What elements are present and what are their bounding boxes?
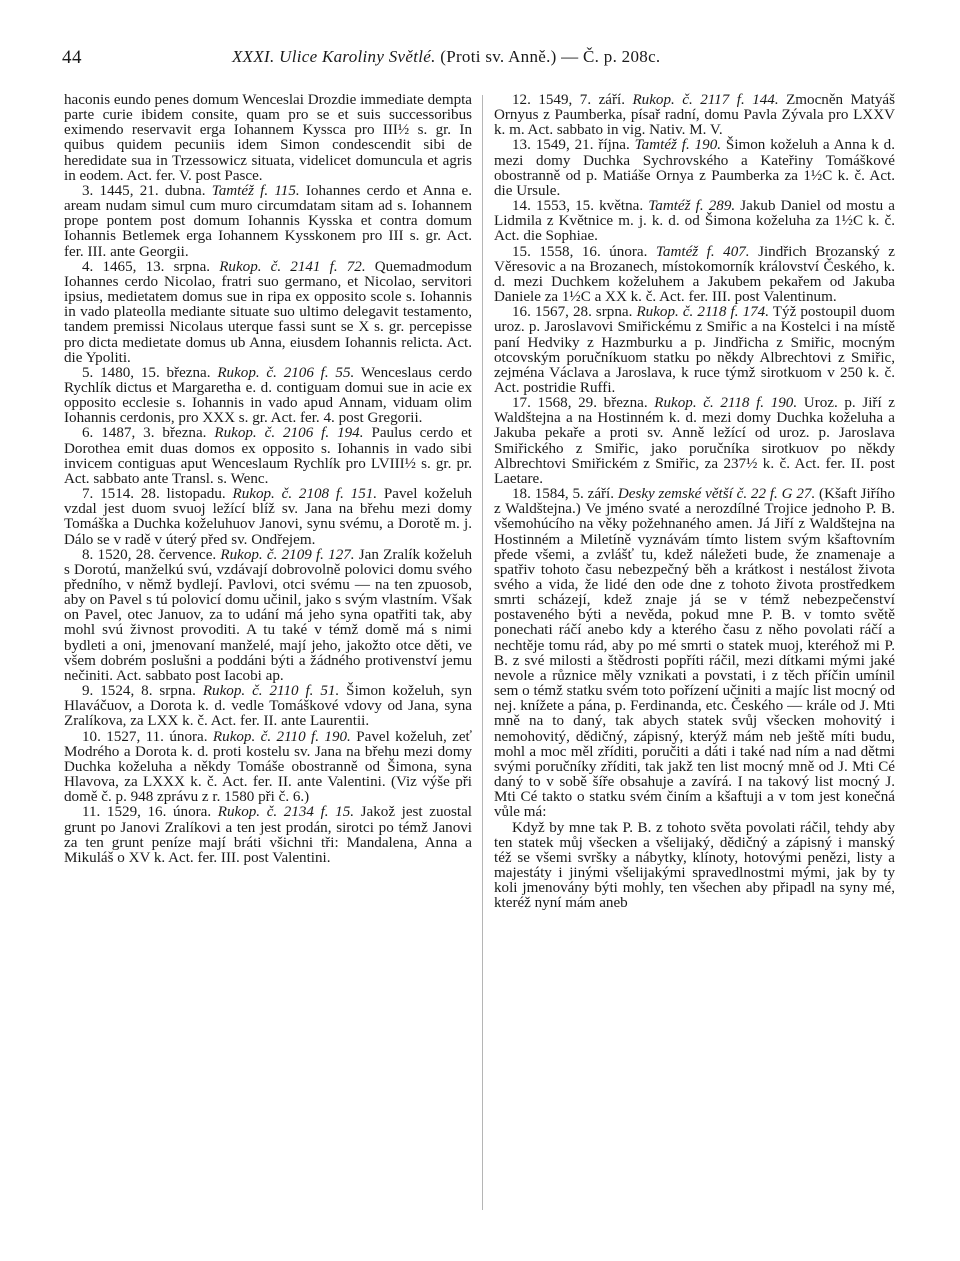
entry-text: Pavel koželuh, zeť Modrého a Dorota k. d. proti kostelu sv. Jana na břehu mezi domy Duchka koželuha a někdy Tomáše obostranně od Šimona, syna Hlavova, za LXXX k. č. Act. fer. II. ante Valentini. (Viz výše při domě č. p. 948 zprávu z r. 1580 při č. 6.)	[64, 728, 472, 806]
entry-source: Rukop. č. 2108 f. 151.	[232, 486, 378, 503]
entry-source: Tamtéž f. 289.	[648, 198, 736, 215]
entry-lead: 17. 1568, 29. března.	[512, 395, 655, 412]
left-column	[64, 93, 472, 866]
entry-paragraph	[64, 426, 472, 487]
entry-paragraph	[494, 245, 895, 306]
entry-source: Rukop. č. 2118 f. 190.	[654, 395, 798, 412]
entry-lead: 5. 1480, 15. března.	[82, 364, 218, 381]
entry-paragraph	[494, 487, 895, 820]
entry-source: Tamtéž f. 407.	[655, 243, 750, 260]
entry-lead: 4. 1465, 13. srpna.	[82, 258, 220, 275]
entry-text: Šimon koželuh a Anna k d. mezi domy Duchka Sychrovského a Kateřiny Tomáškové obostranně od p. Matiáše Ornya z Paumberka za 1½C k. č. Act. die Ursule.	[494, 137, 895, 199]
entry-paragraph	[64, 487, 472, 548]
entry-text: Zmocněn Matyáš Ornyus z Paumberka, písař radní, domu Pavla Zývala pro LXXV k. m. Act. sabbato in vig. Nativ. M. V.	[494, 92, 895, 139]
entry-text: Quemadmodum Iohannes cerdo Nicolao, fratri suo germano, et Nicolao, servitori ipsius, medietatem domus sue in ripa ex opposito scole s. Iohannis in vado plateolla mediante situate suo ultimo delegavit testamento, tandem premissi Nicolaus uterque fassi sunt se X s. gr. percepisse pro dicta medietate domus ub Anna, eiusdem Iohannis relicta. Act. die Ypoliti.	[64, 258, 473, 366]
entry-source: Tamtéž f. 190.	[634, 137, 722, 154]
entry-lead: 8. 1520, 28. července.	[82, 546, 221, 563]
entry-paragraph	[494, 396, 895, 487]
entry-lead: 18. 1584, 5. září.	[512, 486, 618, 503]
entry-lead: 11. 1529, 16. února.	[82, 804, 218, 821]
entry-paragraph	[64, 184, 472, 260]
entry-source: Rukop. č. 2106 f. 194.	[214, 425, 364, 442]
entry-lead: 6. 1487, 3. března.	[82, 425, 215, 442]
entry-text: Paulus cerdo et Dorothea emit duas domos ex opposito s. Iohannis in vado sibi invicem contiguas aput Wenceslaum Rychlík pro LVIII½ s. gr. pr. Act. sabbato ante Transl. s. Wenc.	[64, 425, 472, 487]
entry-source: Rukop. č. 2141 f. 72.	[219, 258, 366, 275]
running-head	[232, 47, 660, 67]
right-column	[494, 93, 895, 911]
entry-paragraph	[494, 305, 895, 396]
entry-lead: 10. 1527, 11. února.	[82, 728, 213, 745]
entry-paragraph	[64, 730, 472, 806]
entry-source: Tamtéž f. 115.	[211, 182, 300, 199]
entry-paragraph	[64, 805, 472, 866]
entry-text: Iohannes cerdo et Anna e. aream nudam simul cum muro circumdatam sitam ad s. Iohannem prope pontem post domum Iohannis Kysska et contra domum Iohannis Betlemek erga Iohannem Kysskonem pro III s. gr. Act. fer. III. ante Georgii.	[64, 182, 473, 260]
entry-paragraph	[64, 93, 472, 184]
entry-source: Desky zemské větší č. 22 f. G 27.	[617, 486, 816, 503]
entry-text: Wenceslaus cerdo Rychlík dictus et Margaretha e. d. contiguam domui sue in acie ex opposito ecclesie s. Iohannis in vado apud Annam, viduam olim Iohannis cerdonis, pro XXX s. gr. Act. fer. 4. post Gregorii.	[64, 364, 473, 427]
entry-paragraph	[494, 138, 895, 199]
entry-paragraph	[494, 821, 895, 912]
entry-paragraph	[64, 260, 472, 366]
entry-source: Rukop. č. 2109 f. 127.	[220, 546, 355, 563]
entry-text: (Kšaft Jiřího z Waldštejna.) Ve jméno svaté a nerozdílné Trojice jednoho P. B. všemohúcího na věky požehnaného amen. Já Jiří z Waldštejna na Hostinném a Miletíně vyznávám tímto listem svým kšaftovním přede všemi, a zvlášť tu, kdež náležeti bude, že znamenaje a spatřiv tohoto času nebezpečný běh a krátkost i nestálost života svého a vida, že lidé den ode dne z tohoto života prostředkem smrti scházejí, kdež znaje já se v témž nebezpečenství postaveného býti a nevěda, pokud mne P. B. v tomto světě ponechati ráčí anebo kdy a kterého času z něho povolati ráčí a nechtěje tomu rád, aby po mé smrti o statek muoj, kteréhož mi P. B. z své milosti a štědrosti popříti ráčil, mezi dítkami mými jaké nevole a různice měly vznikati a povstati, i z těch příčin umínil sem o témž statku svém toto pořízení učiniti a majíc list mocný od nej. knížete a pána, p. Ferdinanda, etc. Českého — krále od J. Mti mně na to daný, tak abych statek svůj všecken mohovitý i nemohovitý, dědičný, zápisný, kterýž mám neb ještě míti budu, mohl a moc měl zříditi, poručiti a dáti i také nad ním a nad dětmi svými poručníky zříditi, tak jakž ten list mocný mně od J. Mti Cé daný to v sobě šíře obsahuje a zavírá. I na takový list mocný J. Mti Cé takto o statku svém činím a kšaftuji a v tom jest konečná vůle má:	[494, 486, 895, 821]
running-head-rest: (Proti sv. Anně.) — Č. p. 208c.	[440, 47, 661, 66]
entry-paragraph	[64, 366, 472, 427]
entry-source: Rukop. č. 2117 f. 144.	[632, 92, 779, 108]
entry-text: Jindřich Brozanský z Věresovic a na Brozanech, místokomorník království Českého, k. d. mezi Duchkem koželuhem a Jakubem pekařem od Jakuba Daniele za 1½C a XX k. č. Act. fer. III. post Valentinum.	[494, 243, 895, 306]
entry-source: Rukop. č. 2106 f. 55.	[217, 364, 355, 381]
entry-text: Jakož jest zuostal grunt po Janovi Zralíkovi a ten jest prodán, sirotci po témž Janovi za ten grunt peníze mají bráti všichni tři: Mandalena, Anna a Mikuláš o XV k. Act. fer. III. post Valentini.	[64, 804, 472, 866]
entry-source: Rukop. č. 2134 f. 15.	[217, 804, 355, 821]
entry-lead: 14. 1553, 15. května.	[512, 198, 649, 215]
entry-lead: 9. 1524, 8. srpna.	[82, 683, 203, 700]
entry-lead: 13. 1549, 21. října.	[512, 137, 635, 154]
entry-lead: 12. 1549, 7. září.	[512, 92, 633, 108]
entry-source: Rukop. č. 2118 f. 174.	[636, 304, 769, 321]
entry-lead: 3. 1445, 21. dubna.	[82, 182, 212, 199]
entry-lead: 7. 1514. 28. listopadu.	[82, 486, 233, 503]
page-number: 44	[62, 47, 82, 68]
entry-paragraph	[494, 199, 895, 244]
entry-source: Rukop. č. 2110 f. 190.	[212, 728, 351, 745]
running-head-title: XXXI. Ulice Karoliny Světlé.	[232, 47, 436, 66]
entry-paragraph	[64, 684, 472, 729]
column-divider	[482, 95, 483, 1210]
entry-lead: 15. 1558, 16. února.	[512, 243, 656, 260]
entry-lead: 16. 1567, 28. srpna.	[512, 304, 637, 321]
entry-text: Jakub Daniel od mostu a Lidmila z Květnice m. j. k. d. od Šimona koželuha za 1½C k. č. Act. die Sophiae.	[494, 198, 895, 245]
entry-text: haconis eundo penes domum Wenceslai Drozdie immediate dempta parte curie ibidem consite, quam pro se et suis successoribus eximendo reservavit erga Iohannem Kyssca pro III½ s. gr. In quibus quidem pecuniis idem Simon condescendit sibi de heredidate sua in Trzessowicz situata, videlicet domuncula et agris in eodem. Act. fer. V. post Pasce.	[64, 92, 473, 184]
entry-text: Když by mne tak P. B. z tohoto světa povolati ráčil, tehdy aby ten statek můj všecken a všelijaký, dědičný a zápisný i manský též se všemi svršky a nábytky, klínoty, hotovými penězi, listy a majestáty i jinými všelijakými spravedlnostmi mými, jak by ty koli jmenovány býti mohly, ten všechen aby připadl na syny mé, kteréž nyní mám aneb	[494, 819, 895, 912]
entry-text: Šimon koželuh, syn Hlaváčuov, a Dorota k. d. vedle Tomáškové vdovy od Jana, syna Zralíkova, za LXX k. č. Act. fer. II. ante Laurentii.	[64, 683, 472, 730]
entry-paragraph	[64, 548, 472, 684]
entry-text: Týž postoupil duom uroz. p. Jaroslavovi Smiřickému z Smiřic a na Kostelci i na místě paní Hedviky z Hazmburku a p. Jindřicha z Smiřic, mocným otcovským poručníkuom statku po někdy Albrechtovi z Smiřic, zejména Václava a Jaroslava, k ruce týmž sirotkuom v 250 k. č. Act. postridie Ruffi.	[494, 304, 895, 396]
entry-source: Rukop. č. 2110 f. 51.	[202, 683, 340, 700]
entry-paragraph	[494, 93, 895, 138]
entry-text: Jan Zralík koželuh s Dorotú, manželkú svú, vzdávají dobrovolně polovici domu svého předního, v němž bydlejí. Pavlovi, otci svému — na ten zpuosob, aby on Pavel s tú polovicí domu učinil, jako s svým vlastním. Však on Pavel, otec Januov, za to udání má jeho syna opatřiti tak, aby mohl svú živnost provoditi. A tu také v témž domě má s nimi bydleti a oni, jmenovaní manželé, mají jeho, jakožto otce děti, ve všem dobrém poslušni a poddáni býti a žádného protivenství jemu nečiniti. Act. sabbato post Iacobi ap.	[64, 546, 472, 684]
entry-text: Uroz. p. Jiří z Waldštejna a na Hostinném k. d. mezi domy Duchka koželuha a Jakuba pekaře a proti sv. Anně ležící od uroz. p. Jaroslava Smiřického z Smiřic, jako poručníka sirotkuov po někdy Albrechtovi Smiřickém z Smiřic, za 237½ k. č. Act. fer. II. post Laetare.	[494, 395, 895, 487]
entry-text: Pavel koželuh vzdal jest duom svuoj ležící blíž sv. Jana na břehu mezi domy Tomáška a Duchka koželuhuov Janovi, synu svému, a Dorotě m. j. Dálo se v radě v úterý před sv. Ondřejem.	[64, 486, 472, 548]
